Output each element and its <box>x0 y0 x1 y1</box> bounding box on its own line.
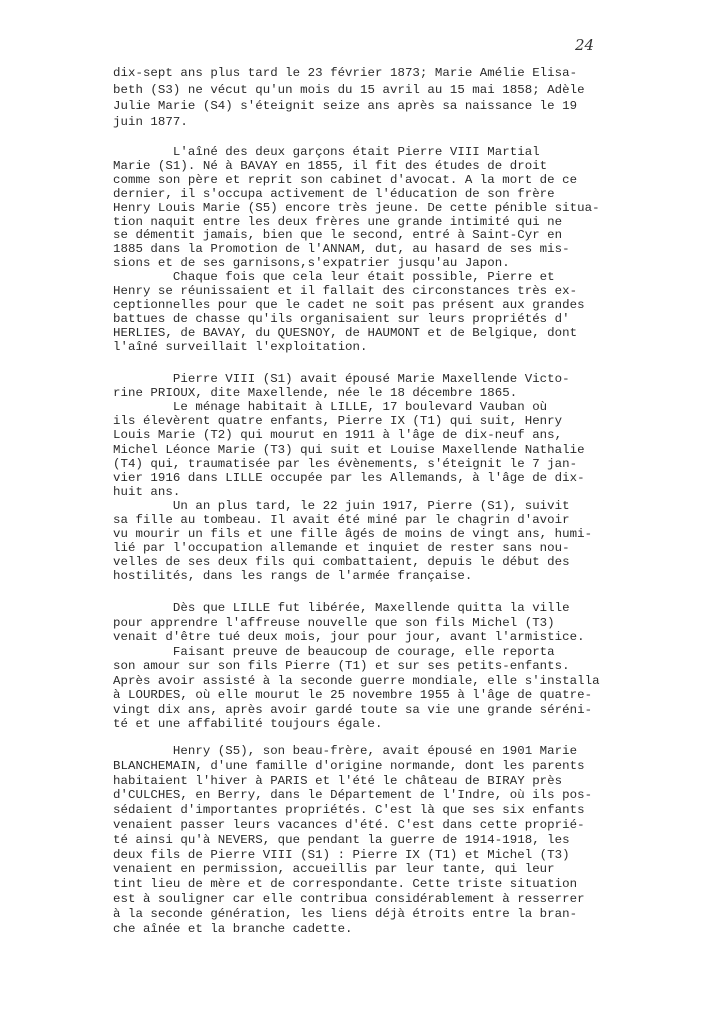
text-line: l'aîné surveillait l'exploitation. <box>113 339 368 354</box>
text-line: Henry se réunissaient et il fallait des circonstances très ex- <box>113 284 578 298</box>
text-line: habitaient l'hiver à PARIS et l'été le château de BIRAY près <box>113 773 563 788</box>
text-line: dernier, il s'occupa activement de l'éducation de son frère <box>113 186 555 201</box>
text-line: 1885 dans la Promotion de l'ANNAM, dut, au hasard de ses mis- <box>113 242 570 257</box>
page-number: 24 <box>575 36 595 54</box>
text-line: venaient en permission, accueillis par leur tante, qui leur <box>113 862 555 877</box>
text-line: sa fille au tombeau. Il avait été miné par le chagrin d'avoir <box>113 513 570 527</box>
text-line: velles de ses deux fils qui combattaient, depuis le début des <box>113 555 570 570</box>
text-line: Pierre VIII (S1) avait épousé Marie Maxellende Victo- <box>113 372 570 386</box>
text-line: che aînée et la branche cadette. <box>113 921 353 936</box>
text-line: deux fils de Pierre VIII (S1) : Pierre IX (T1) et Michel (T3) <box>113 847 570 862</box>
text-line: venait d'être tué deux mois, jour pour jour, avant l'armistice. <box>113 630 585 644</box>
text-line: tint lieu de mère et de correspondante. Cette triste situation <box>113 877 578 892</box>
text-line: Faisant preuve de beaucoup de courage, elle reporta <box>113 644 555 659</box>
text-line: juin 1877. <box>113 115 188 129</box>
text-line: tion naquit entre les deux frères une grande intimité qui ne <box>113 214 563 229</box>
text-line: HERLIES, de BAVAY, du QUESNOY, de HAUMONT et de Belgique, dont <box>113 325 578 340</box>
text-line: huit ans. <box>113 484 181 499</box>
text-line: à la seconde génération, les liens déjà étroits entre la bran- <box>113 906 578 921</box>
text-line: d'CULCHES, en Berry, dans le Département de l'Indre, où ils pos- <box>113 788 593 803</box>
text-line: ils élevèrent quatre enfants, Pierre IX (T1) qui suit, Henry <box>113 414 563 429</box>
text-line: se démentit jamais, bien que le second, entré à Saint-Cyr en <box>113 228 563 243</box>
text-line: venaient passer leurs vacances d'été. C'est dans cette proprié- <box>113 818 585 832</box>
text-line: Après avoir assisté à la seconde guerre mondiale, elle s'installa <box>113 673 600 688</box>
text-line: L'aîné des deux garçons était Pierre VIII Martial <box>113 145 540 159</box>
text-line: Henry Louis Marie (S5) encore très jeune. De cette pénible situa- <box>113 200 600 215</box>
text-line: Un an plus tard, le 22 juin 1917, Pierre (S1), suivit <box>113 498 570 513</box>
text-line: battues de chasse qu'ils organisaient sur leurs propriétés d' <box>113 311 570 326</box>
text-line: vu mourir un fils et une fille âgés de moins de vingt ans, humi- <box>113 527 593 542</box>
text-line: Chaque fois que cela leur était possible, Pierre et <box>113 270 555 285</box>
text-line: pour apprendre l'affreuse nouvelle que son fils Michel (T3) <box>113 615 555 630</box>
text-line: vingt dix ans, après avoir gardé toute sa vie une grande séréni- <box>113 702 593 717</box>
text-line: Henry (S5), son beau-frère, avait épousé en 1901 Marie <box>113 744 578 758</box>
text-line: Le ménage habitait à LILLE, 17 boulevard Vauban où <box>113 400 548 415</box>
text-line: Julie Marie (S4) s'éteignit seize ans après sa naissance le 19 <box>113 99 578 113</box>
text-line: est à souligner car elle contribua considérablement à resserrer <box>113 892 585 906</box>
text-line: vier 1916 dans LILLE occupée par les Allemands, à l'âge de dix- <box>113 470 585 485</box>
text-line: sions et de ses garnisons,s'expatrier jusqu'au Japon. <box>113 256 510 271</box>
text-line: à LOURDES, où elle mourut le 25 novembre 1955 à l'âge de quatre- <box>113 688 593 702</box>
text-line: hostilités, dans les rangs de l'armée française. <box>113 569 473 584</box>
text-line: Louis Marie (T2) qui mourut en 1911 à l'âge de dix-neuf ans, <box>113 428 563 443</box>
text-line: comme son père et reprit son cabinet d'avocat. A la mort de ce <box>113 172 578 187</box>
text-line: dix-sept ans plus tard le 23 février 1873; Marie Amélie Elisa- <box>113 66 578 80</box>
text-line: Dès que LILLE fut libérée, Maxellende quitta la ville <box>113 601 570 615</box>
text-line: beth (S3) ne vécut qu'un mois du 15 avril au 15 mai 1858; Adèle <box>113 83 585 97</box>
text-line: té ainsi qu'à NEVERS, que pendant la guerre de 1914-1918, les <box>113 832 570 847</box>
text-line: Michel Léonce Marie (T3) qui suit et Louise Maxellende Nathalie <box>113 442 585 457</box>
text-line: ceptionnelles pour que le cadet ne soit pas présent aux grandes <box>113 297 585 312</box>
text-line: (T4) qui, traumatisée par les évènements, s'éteignit le 7 jan- <box>113 456 578 471</box>
text-line: rine PRIOUX, dite Maxellende, née le 18 décembre 1865. <box>113 386 518 401</box>
text-line: lié par l'occupation allemande et inquiet de rester sans nou- <box>113 541 570 556</box>
text-line: té et une affabilité toujours égale. <box>113 717 383 731</box>
text-line: sédaient d'importantes propriétés. C'est là que ses six enfants <box>113 803 585 818</box>
text-line: BLANCHEMAIN, d'une famille d'origine normande, dont les parents <box>113 758 585 773</box>
text-line: son amour sur son fils Pierre (T1) et sur ses petits-enfants. <box>113 659 570 673</box>
text-line: Marie (S1). Né à BAVAY en 1855, il fit des études de droit <box>113 158 548 173</box>
